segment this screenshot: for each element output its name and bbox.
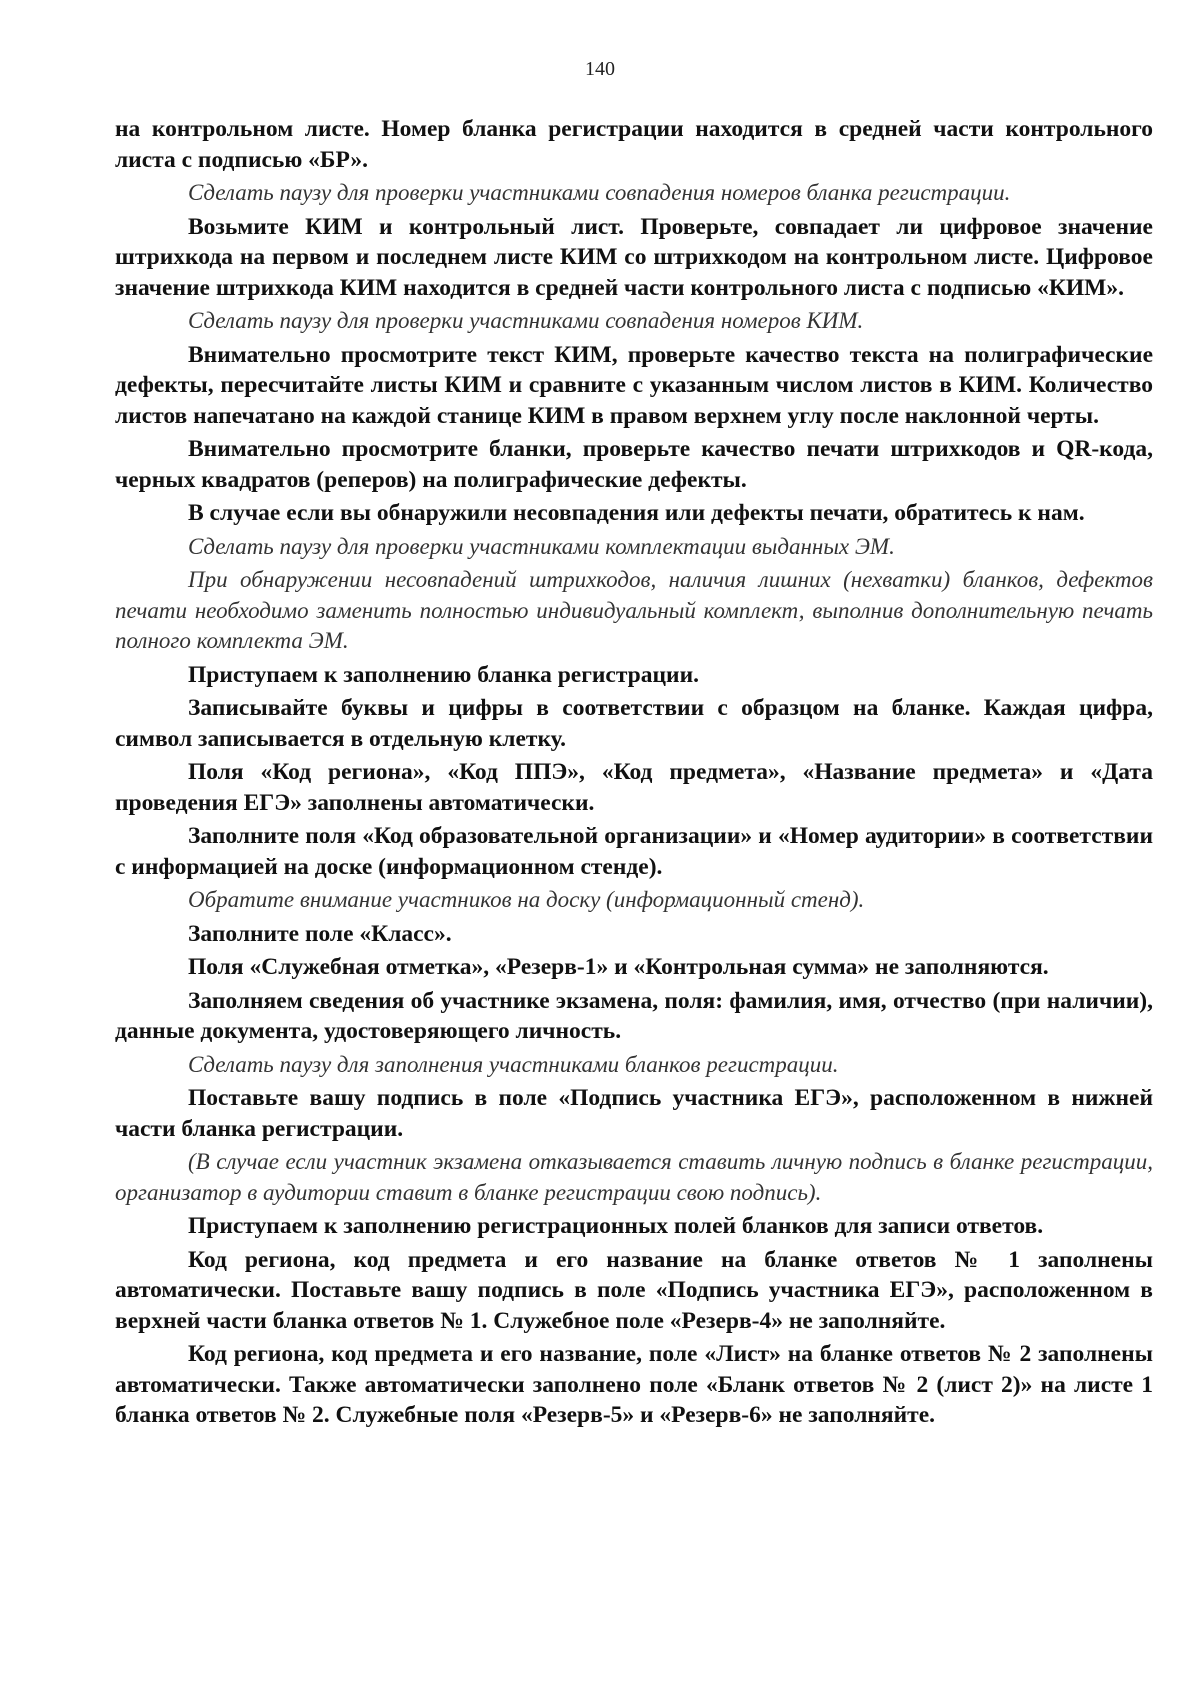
paragraph: Код региона, код предмета и его название на бланке ответов № 1 заполнены автоматически. Поставьте вашу подпись в поле «Подпись участника ЕГЭ», расположенном в верхней части бланка ответов № 1. Служебное поле «Резерв-4» не заполняйте.	[115, 1246, 1153, 1334]
paragraph: Поля «Код региона», «Код ППЭ», «Код предмета», «Название предмета» и «Дата проведения ЕГЭ» заполнены автоматически.	[115, 759, 1153, 816]
paragraph: на контрольном листе. Номер бланка регистрации находится в средней части контрольного листа с подписью «БР».	[115, 116, 1153, 173]
paragraph: Заполняем сведения об участнике экзамена, поля: фамилия, имя, отчество (при наличии), данные документа, удостоверяющего личность.	[115, 987, 1153, 1044]
paragraph: Поля «Служебная отметка», «Резерв-1» и «Контрольная сумма» не заполняются.	[188, 954, 1049, 980]
paragraph: Возьмите КИМ и контрольный лист. Проверьте, совпадает ли цифровое значение штрихкода на первом и последнем листе КИМ со штрихкодом на контрольном листе. Цифровое значение штрихкода КИМ находится в средней части контрольного листа с подписью «КИМ».	[115, 213, 1153, 301]
paragraph: Заполните поле «Класс».	[188, 920, 452, 947]
paragraph: В случае если вы обнаружили несовпадения или дефекты печати, обратитесь к нам.	[188, 500, 1085, 526]
paragraph: Внимательно просмотрите текст КИМ, проверьте качество текста на полиграфические дефекты, пересчитайте листы КИМ и сравните с указанным числом листов в КИМ. Количество листов напечатано на каждой станице КИМ в правом верхнем углу после наклонной черты.	[115, 341, 1153, 429]
page-number: 140	[585, 58, 615, 80]
paragraph: Сделать паузу для проверки участниками комплектации выданных ЭМ.	[188, 533, 895, 559]
paragraph: При обнаружении несовпадений штрихкодов, наличия лишних (нехватки) бланков, дефектов печати необходимо заменить полностью индивидуальный комплект, выполнив дополнительную печать полного комплекта ЭМ.	[115, 567, 1153, 653]
paragraph: Заполните поля «Код образовательной организации» и «Номер аудитории» в соответствии с информацией на доске (информационном стенде).	[115, 823, 1153, 880]
paragraph: Поставьте вашу подпись в поле «Подпись участника ЕГЭ», расположенном в нижней части бланка регистрации.	[115, 1085, 1153, 1142]
document-body	[115, 114, 1153, 1434]
paragraph: Сделать паузу для проверки участниками совпадения номеров бланка регистрации.	[188, 180, 1011, 205]
paragraph: Код региона, код предмета и его название, поле «Лист» на бланке ответов № 2 заполнены автоматически. Также автоматически заполнено поле «Бланк ответов № 2 (лист 2)» на листе 1 бланка ответов № 2. Служебные поля «Резерв-5» и «Резерв-6» не заполняйте.	[115, 1341, 1153, 1428]
paragraph: (В случае если участник экзамена отказывается ставить личную подпись в бланке регистрации, организатор в аудитории ставит в бланке регистрации свою подпись).	[115, 1149, 1153, 1205]
paragraph: Обратите внимание участников на доску (информационный стенд).	[188, 887, 865, 912]
paragraph: Сделать паузу для заполнения участниками бланков регистрации.	[188, 1051, 839, 1077]
paragraph: Приступаем к заполнению регистрационных полей бланков для записи ответов.	[188, 1213, 1044, 1239]
paragraph: Внимательно просмотрите бланки, проверьте качество печати штрихкодов и QR-кода, черных квадратов (реперов) на полиграфические дефекты.	[115, 436, 1153, 493]
paragraph: Приступаем к заполнению бланка регистрации.	[188, 661, 699, 688]
paragraph: Сделать паузу для проверки участниками совпадения номеров КИМ.	[188, 308, 864, 333]
paragraph: Записывайте буквы и цифры в соответствии с образцом на бланке. Каждая цифра, символ записывается в отдельную клетку.	[115, 695, 1153, 752]
